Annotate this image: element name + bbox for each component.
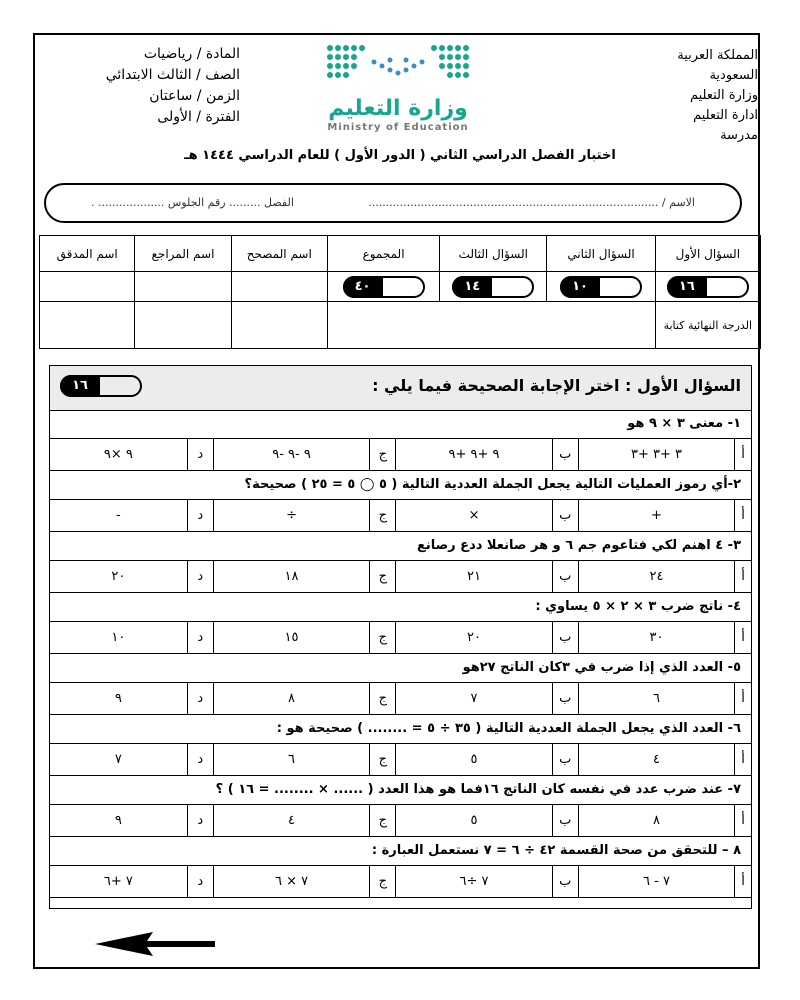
option-choice[interactable]: ٩ -٩ -٩ xyxy=(213,439,369,470)
option-letter: ب xyxy=(552,683,578,714)
option-letter: أ xyxy=(734,500,751,531)
header-line: المملكة العربية xyxy=(677,48,758,63)
option-letter: ج xyxy=(369,683,395,714)
option-choice[interactable]: ٧ xyxy=(114,752,122,767)
grade-line: الصف / الثالث الابتدائي xyxy=(105,67,240,83)
option-letter: ب xyxy=(552,561,578,592)
auditor-cell[interactable] xyxy=(40,272,135,302)
question-section xyxy=(49,365,752,909)
question-label: ٢-أي رموز العمليات التالية يجعل الجملة العددية التالية ( ٥ ◯ ٥ = ٢٥ ) صحيحة؟ xyxy=(244,477,741,492)
option-letter: أ xyxy=(734,561,751,592)
score-value: ١٦ xyxy=(667,276,707,298)
header-corrector: اسم المصحح xyxy=(231,236,327,272)
header-q2: السؤال الثاني xyxy=(547,236,655,272)
option-letter: ج xyxy=(369,866,395,897)
auditor-sign-cell[interactable] xyxy=(40,302,135,349)
next-page-arrow-icon[interactable] xyxy=(95,931,217,957)
options-row xyxy=(50,439,751,471)
question-text xyxy=(50,532,751,561)
option-choice[interactable]: ٢٤ xyxy=(578,561,734,592)
exam-title: اختبار الفصل الدراسي الثاني ( الدور الأول ) للعام الدراسي ١٤٤٤ هـ xyxy=(184,148,616,163)
option-letter: ب xyxy=(552,805,578,836)
option-choice[interactable]: ١٠ xyxy=(111,630,126,645)
header-q3: السؤال الثالث xyxy=(440,236,547,272)
question-text xyxy=(50,776,751,805)
header-line: السعودية xyxy=(709,68,758,83)
score-q2-cell xyxy=(547,272,655,302)
score-value: ٤٠ xyxy=(343,276,383,298)
question-label: ٤- ناتج ضرب ٣ × ٢ × ٥ يساوي : xyxy=(535,599,741,614)
option-choice[interactable]: ÷ xyxy=(213,500,369,531)
option-choice[interactable]: ٨ xyxy=(578,805,734,836)
option-choice[interactable]: ٢١ xyxy=(395,561,551,592)
score-pill xyxy=(343,276,425,298)
option-letter: أ xyxy=(734,805,751,836)
time-line: الزمن / ساعتان xyxy=(149,88,240,104)
question-label: ٣- ٤ اهنم لكي فتاعوم جم ٦ و هر صانعلا ددع رصانع xyxy=(416,538,741,553)
header-right-block xyxy=(658,46,758,146)
score-q1-cell xyxy=(655,272,760,302)
logo-dots-icon xyxy=(318,40,478,92)
grade-table xyxy=(39,235,761,349)
option-letter: أ xyxy=(734,683,751,714)
header-reviewer: اسم المراجع xyxy=(135,236,231,272)
corrector-cell[interactable] xyxy=(231,272,327,302)
question-label: ٥- العدد الذي إذا ضرب في ٣كان الناتج ٢٧هو xyxy=(462,660,741,675)
options-row xyxy=(50,622,751,654)
question-label: ١- معنى ٣ × ٩ هو xyxy=(627,416,741,431)
student-info-box xyxy=(44,183,742,223)
option-choice[interactable]: ٧ - ٦ xyxy=(578,866,734,897)
question-label: ٨ – للتحقق من صحة القسمة ٤٢ ÷ ٦ = ٧ نستعمل العبارة : xyxy=(371,843,741,858)
score-pill xyxy=(667,276,749,298)
option-choice[interactable]: ٥ xyxy=(395,744,551,775)
option-choice[interactable]: ٣٠ xyxy=(578,622,734,653)
question-label: ٦- العدد الذي يجعل الجملة العددية التالية ( ٣٥ ÷ ٥ = ........ ) صحيحة هو : xyxy=(276,721,741,736)
final-grade-label: الدرجة النهائية كتابة xyxy=(655,302,760,349)
question-text xyxy=(50,410,751,439)
option-letter: أ xyxy=(734,622,751,653)
question-label: ٧- عند ضرب عدد في نفسه كان الناتج ١٦فما هو هذا العدد ( ...... × ........ = ١٦ ) ؟ xyxy=(215,782,741,797)
option-letter: ج xyxy=(369,744,395,775)
options-row xyxy=(50,805,751,837)
options-row xyxy=(50,866,751,898)
option-letter: ج xyxy=(369,439,395,470)
option-letter: د xyxy=(187,439,213,470)
final-grade-cell[interactable] xyxy=(327,302,655,349)
score-value: ١٠ xyxy=(560,276,600,298)
option-choice[interactable]: ٦ xyxy=(578,683,734,714)
score-pill xyxy=(560,276,642,298)
option-letter: د xyxy=(187,805,213,836)
option-letter: ب xyxy=(552,500,578,531)
options-row xyxy=(50,744,751,776)
option-choice[interactable]: ٧ ÷٦ xyxy=(395,866,551,897)
score-value: ١٤ xyxy=(452,276,492,298)
option-choice[interactable]: ٦ xyxy=(213,744,369,775)
option-choice[interactable]: - xyxy=(116,508,121,523)
option-choice[interactable]: ١٥ xyxy=(213,622,369,653)
option-letter: د xyxy=(187,500,213,531)
header-line: وزارة التعليم xyxy=(689,88,758,103)
question-text xyxy=(50,593,751,622)
option-letter: أ xyxy=(734,866,751,897)
section-score-pill xyxy=(60,375,142,397)
option-choice[interactable]: ٧ +٦ xyxy=(103,874,133,889)
subject-line: المادة / رياضيات xyxy=(143,46,240,62)
option-letter: ب xyxy=(552,866,578,897)
option-choice[interactable]: ٩ xyxy=(114,691,122,706)
question-text xyxy=(50,715,751,744)
option-letter: د xyxy=(187,744,213,775)
header-line: ادارة التعليم xyxy=(693,108,758,123)
options-row xyxy=(50,683,751,715)
option-letter: د xyxy=(187,683,213,714)
ministry-logo xyxy=(318,40,478,135)
term-line: الفترة / الأولى xyxy=(157,109,240,125)
option-letter: أ xyxy=(734,439,751,470)
option-letter: ب xyxy=(552,439,578,470)
section-title: السؤال الأول : اختر الإجابة الصحيحة فيما يلي : xyxy=(372,376,741,395)
header-auditor: اسم المدقق xyxy=(40,236,135,272)
score-q3-cell xyxy=(440,272,547,302)
score-pill xyxy=(452,276,534,298)
option-choice[interactable]: ٤ xyxy=(578,744,734,775)
header-total: المجموع xyxy=(327,236,439,272)
student-name-field[interactable]: الاسم / ................................................................................... xyxy=(368,196,695,209)
header-left-block xyxy=(60,44,240,128)
question-text xyxy=(50,654,751,683)
option-choice[interactable]: ٨ xyxy=(213,683,369,714)
option-letter: ج xyxy=(369,561,395,592)
option-choice[interactable]: ٥ xyxy=(395,805,551,836)
option-choice[interactable]: ١٨ xyxy=(213,561,369,592)
option-letter: ج xyxy=(369,805,395,836)
option-choice[interactable]: ٣ +٣ +٣ xyxy=(578,439,734,470)
option-choice[interactable]: + xyxy=(578,500,734,531)
question-text xyxy=(50,837,751,866)
option-letter: ج xyxy=(369,500,395,531)
corrector-sign-cell[interactable] xyxy=(231,302,327,349)
logo-english-text: Ministry of Education xyxy=(327,122,469,133)
option-choice[interactable]: ٧ × ٦ xyxy=(213,866,369,897)
option-choice[interactable]: ٩ ×٩ xyxy=(103,447,133,462)
option-choice[interactable]: ٧ xyxy=(395,683,551,714)
question-text xyxy=(50,471,751,500)
header-q1: السؤال الأول xyxy=(655,236,760,272)
option-choice[interactable]: × xyxy=(395,500,551,531)
options-row xyxy=(50,500,751,532)
section-header xyxy=(50,366,751,411)
option-letter: د xyxy=(187,622,213,653)
options-row xyxy=(50,561,751,593)
option-choice[interactable]: ٩ xyxy=(114,813,122,828)
class-seat-field[interactable]: الفصل ......... رقم الجلوس ................... . xyxy=(91,196,294,209)
reviewer-sign-cell[interactable] xyxy=(135,302,231,349)
option-letter: ج xyxy=(369,622,395,653)
score-total-cell xyxy=(327,272,439,302)
option-letter: ب xyxy=(552,622,578,653)
section-score: ١٦ xyxy=(60,375,100,397)
option-letter: د xyxy=(187,561,213,592)
option-letter: د xyxy=(187,866,213,897)
reviewer-cell[interactable] xyxy=(135,272,231,302)
option-choice[interactable]: ٩ +٩ +٩ xyxy=(395,439,551,470)
logo-arabic-text: وزارة التعليم xyxy=(328,96,468,121)
option-choice[interactable]: ٢٠ xyxy=(395,622,551,653)
option-choice[interactable]: ٤ xyxy=(213,805,369,836)
option-letter: ب xyxy=(552,744,578,775)
option-choice[interactable]: ٢٠ xyxy=(111,569,126,584)
header-line: مدرسة xyxy=(720,128,758,143)
option-letter: أ xyxy=(734,744,751,775)
